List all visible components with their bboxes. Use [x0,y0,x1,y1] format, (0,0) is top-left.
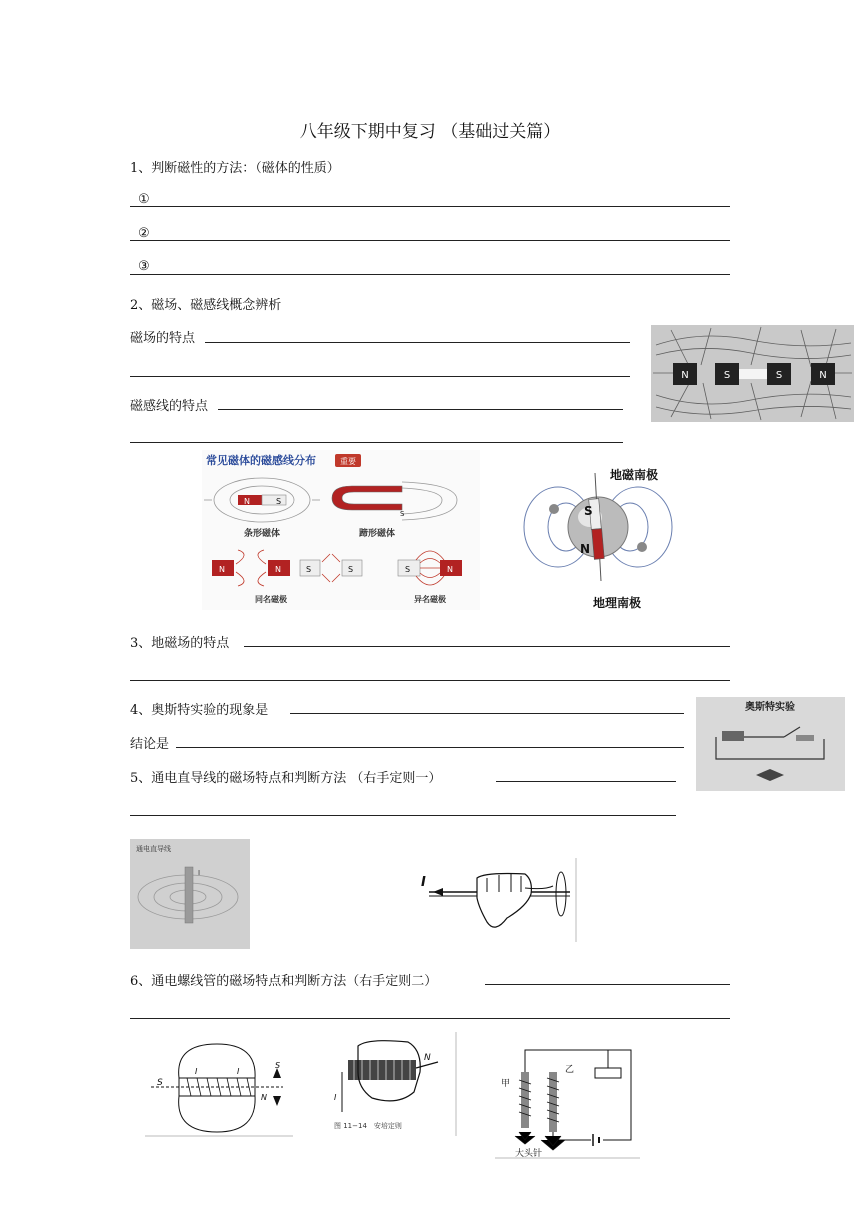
same-n-2: N [275,565,281,574]
diff-s: S [405,565,411,574]
diff-label: 异名磁极 [414,595,446,604]
q4-conclusion-label: 结论是 [130,737,170,752]
common-badge: 重要 [340,457,356,466]
solenoid-figure [145,1038,295,1138]
earth-field-figure [518,455,678,615]
filings-pole-2: S [723,370,731,381]
earth-bottom-label: 地理南极 [593,596,642,610]
right-hand-wire-figure [415,858,580,942]
same-label: 同名磁极 [255,595,287,604]
bar-n: N [244,497,250,506]
solenoid-i-1: I [195,1067,198,1076]
bar-label: 条形磁体 [243,529,281,539]
q6-heading: 6、通电螺线管的磁场特点和判断方法（右手定则二） [130,974,438,989]
diff-n: N [447,565,453,574]
q1-answer-line-2[interactable] [130,240,730,241]
electromagnet-circuit-figure [495,1040,640,1160]
q1-item-3: ③ [138,259,150,274]
q3-heading: 3、地磁场的特点 [130,636,230,651]
q6-line-2[interactable] [130,1018,730,1019]
filings-pole-1: N [681,370,689,381]
q2-lines-label: 磁感线的特点 [130,399,209,414]
q4-line-1[interactable] [290,713,684,714]
q3-line-1[interactable] [244,646,730,647]
page-title: 八年级下期中复习 （基础过关篇） [299,122,561,142]
same-n-1: N [219,565,225,574]
ampere-rule-figure [328,1032,460,1136]
circuit-pin: 大头针 [515,1149,543,1159]
circuit-jia: 甲 [501,1079,511,1089]
q2-field-line-1[interactable] [205,342,630,343]
q2-field-line-2[interactable] [130,376,630,377]
q5-line-1[interactable] [496,781,676,782]
solenoid-s-right: S [275,1061,281,1070]
q2-heading: 2、磁场、磁感线概念辨析 [130,298,282,313]
same-s-1: S [306,565,312,574]
q1-item-1: ① [138,192,150,207]
q5-line-2[interactable] [130,815,676,816]
iron-filings-figure [651,325,854,422]
q4-heading: 4、奥斯特实验的现象是 [130,703,269,718]
horseshoe-label: 蹄形磁体 [358,529,396,539]
solenoid-i-2: I [237,1067,240,1076]
filings-pole-4: N [819,370,827,381]
horseshoe-s: S [400,510,405,518]
bar-s: S [276,497,282,506]
q1-answer-line-3[interactable] [130,274,730,275]
q2-lines-line-2[interactable] [130,442,623,443]
solenoid-s-left: S [157,1078,163,1088]
filings-pole-3: S [775,370,783,381]
common-title: 常见磁体的磁感线分布 [206,454,316,467]
q2-lines-line-1[interactable] [218,409,623,410]
q4-line-2[interactable] [176,747,684,748]
oersted-figure [696,697,845,791]
q3-line-2[interactable] [130,680,730,681]
ampere-caption: 图 11−14 安培定则 [334,1122,402,1130]
oersted-title: 奥斯特实验 [745,702,795,713]
same-s-2: S [348,565,354,574]
q2-field-label: 磁场的特点 [130,331,196,346]
earth-s: S [584,504,593,518]
earth-top-label: 地磁南极 [610,468,659,482]
circuit-yi: 乙 [565,1065,575,1075]
ampere-n: N [424,1053,431,1063]
q1-item-2: ② [138,226,150,241]
q1-heading: 1、判断磁性的方法：（磁体的性质） [130,161,340,176]
hand1-current: I [421,875,426,890]
q5-heading: 5、通电直导线的磁场特点和判断方法 （右手定则一） [130,771,442,786]
q1-answer-line-1[interactable] [130,206,730,207]
solenoid-n: N [261,1093,267,1102]
wire-caption: 通电直导线 [136,845,171,853]
straight-wire-figure [130,839,250,949]
q6-line-1[interactable] [485,984,730,985]
earth-n: N [580,542,591,556]
ampere-i: I [334,1093,337,1102]
common-magnet-field-figure [202,450,480,610]
wire-current: I [198,869,201,877]
